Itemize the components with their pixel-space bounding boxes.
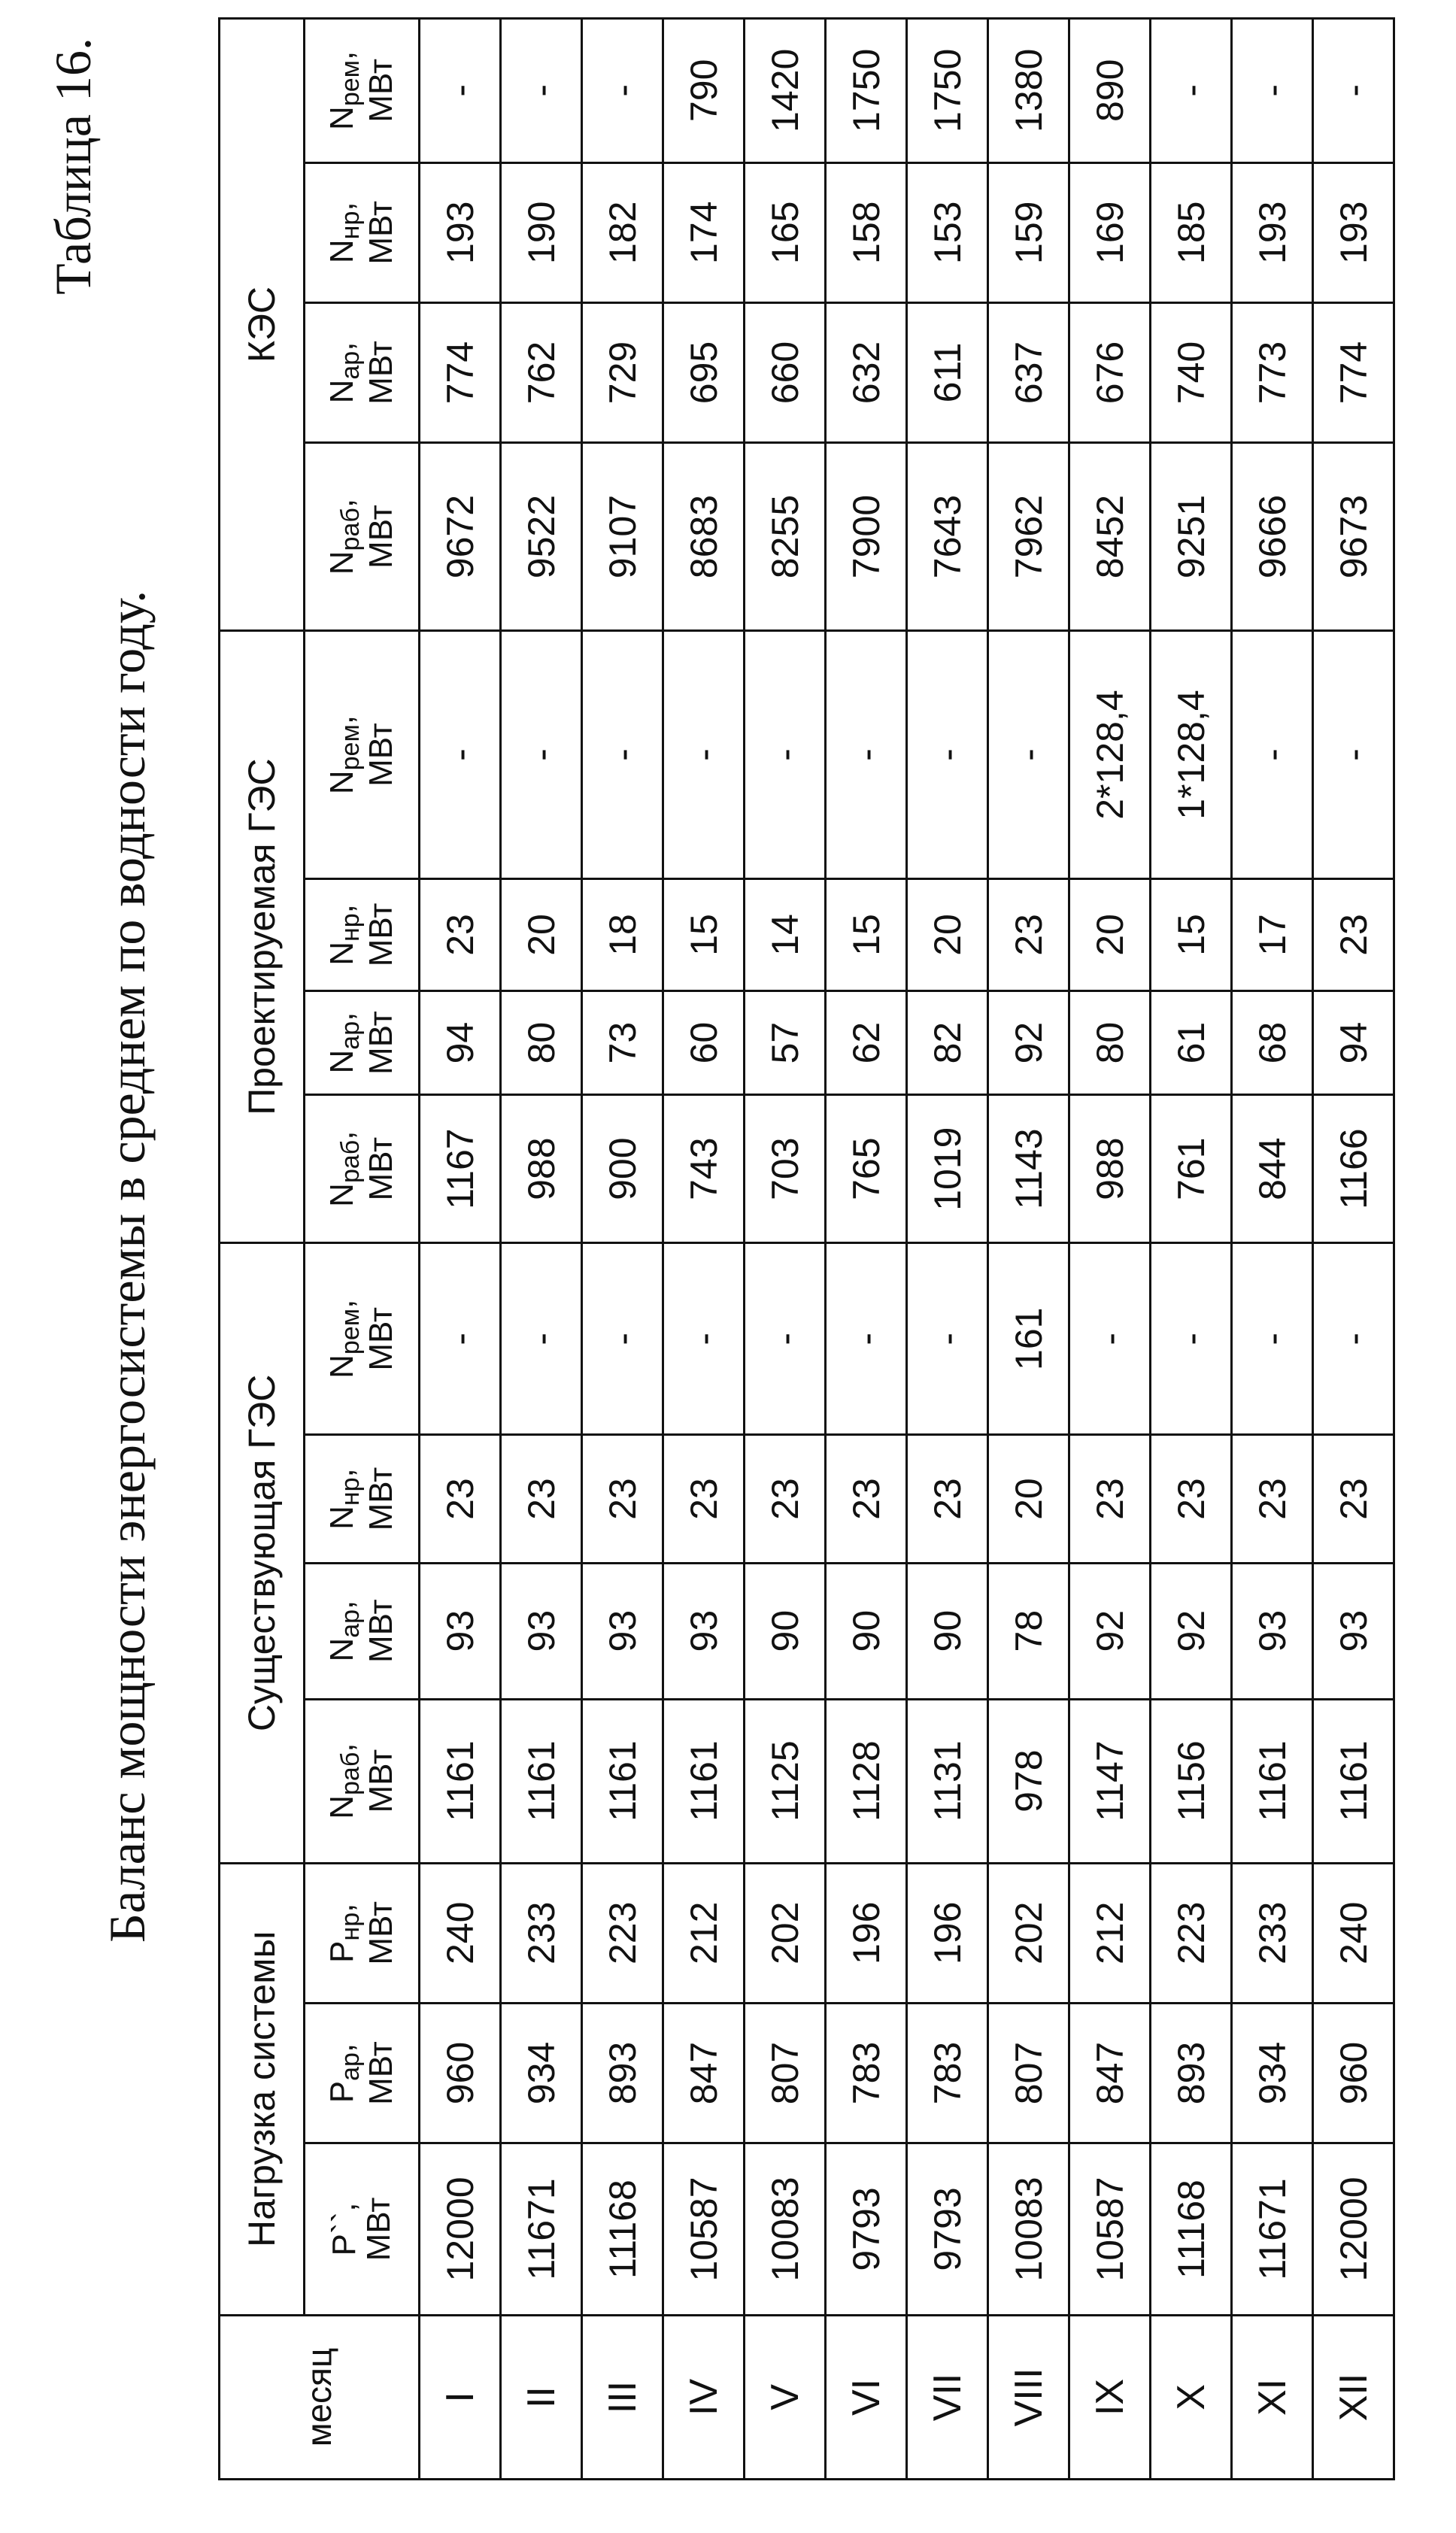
value-cell: - xyxy=(582,1243,663,1435)
value-cell: 774 xyxy=(420,302,501,442)
value-cell: - xyxy=(1232,631,1313,879)
value-cell: 93 xyxy=(663,1563,745,1699)
value-cell: - xyxy=(501,1243,582,1435)
value-cell: 23 xyxy=(1313,878,1394,990)
value-cell: 165 xyxy=(745,162,826,302)
value-cell: 893 xyxy=(582,2003,663,2143)
value-cell: 159 xyxy=(988,162,1069,302)
column-symbol: P xyxy=(323,1940,360,1963)
value-cell: - xyxy=(1313,631,1394,879)
value-cell: - xyxy=(745,1243,826,1435)
column-subscript: нр xyxy=(335,211,365,240)
value-cell: 1161 xyxy=(420,1699,501,1863)
column-header: Nрем, МВт xyxy=(305,19,420,163)
column-subscript: рем xyxy=(335,1308,365,1355)
value-cell: 233 xyxy=(1232,1863,1313,2003)
value-cell: 93 xyxy=(501,1563,582,1699)
value-cell: 773 xyxy=(1232,302,1313,442)
column-symbol: N xyxy=(323,106,360,130)
value-cell: 783 xyxy=(907,2003,988,2143)
table-row xyxy=(501,19,582,2480)
column-symbol: N xyxy=(323,1795,360,1819)
month-cell: VIII xyxy=(988,2315,1069,2479)
column-header: Nраб, МВт xyxy=(305,1095,420,1243)
value-cell: - xyxy=(582,631,663,879)
table-row xyxy=(745,19,826,2480)
table-row xyxy=(826,19,907,2480)
value-cell: 240 xyxy=(420,1863,501,2003)
column-unit: МВт xyxy=(362,1011,400,1075)
column-symbol: N xyxy=(323,1506,360,1530)
value-cell: 9522 xyxy=(501,443,582,631)
value-cell: 765 xyxy=(826,1095,907,1243)
table-number: Таблица 16. xyxy=(44,38,102,295)
month-cell: XII xyxy=(1313,2315,1394,2479)
value-cell: 9673 xyxy=(1313,443,1394,631)
value-cell: 182 xyxy=(582,162,663,302)
value-cell: 1750 xyxy=(907,19,988,163)
value-cell: 82 xyxy=(907,990,988,1094)
value-cell: 193 xyxy=(1232,162,1313,302)
value-cell: 1*128,4 xyxy=(1151,631,1232,879)
value-cell: 978 xyxy=(988,1699,1069,1863)
value-cell: - xyxy=(420,1243,501,1435)
value-cell: 807 xyxy=(988,2003,1069,2143)
value-cell: 73 xyxy=(582,990,663,1094)
value-cell: 57 xyxy=(745,990,826,1094)
value-cell: 90 xyxy=(745,1563,826,1699)
table-row xyxy=(1151,19,1232,2480)
value-cell: 212 xyxy=(663,1863,745,2003)
value-cell: 676 xyxy=(1069,302,1151,442)
value-cell: 1161 xyxy=(1313,1699,1394,1863)
value-cell: 233 xyxy=(501,1863,582,2003)
value-cell: 960 xyxy=(1313,2003,1394,2143)
table-body xyxy=(420,19,1394,2480)
value-cell: 12000 xyxy=(1313,2143,1394,2316)
value-cell: - xyxy=(663,1243,745,1435)
column-symbol: N xyxy=(323,551,360,575)
value-cell: 1420 xyxy=(745,19,826,163)
value-cell: 23 xyxy=(1313,1435,1394,1563)
value-cell: 202 xyxy=(745,1863,826,2003)
month-cell: I xyxy=(420,2315,501,2479)
column-unit: МВт xyxy=(362,2041,400,2105)
column-unit: МВт xyxy=(362,1749,400,1813)
value-cell: 190 xyxy=(501,162,582,302)
month-cell: IX xyxy=(1069,2315,1151,2479)
column-header: Pнр, МВт xyxy=(305,1863,420,2003)
value-cell: 153 xyxy=(907,162,988,302)
value-cell: - xyxy=(501,19,582,163)
value-cell: 92 xyxy=(988,990,1069,1094)
table-row xyxy=(663,19,745,2480)
value-cell: - xyxy=(420,19,501,163)
column-symbol: N xyxy=(323,239,360,264)
value-cell: 847 xyxy=(1069,2003,1151,2143)
column-subscript: ар xyxy=(335,1021,365,1050)
value-cell: 783 xyxy=(826,2003,907,2143)
value-cell: 68 xyxy=(1232,990,1313,1094)
value-cell: 934 xyxy=(1232,2003,1313,2143)
value-cell: 158 xyxy=(826,162,907,302)
column-symbol: N xyxy=(323,1183,360,1207)
column-header: Pар, МВт xyxy=(305,2003,420,2143)
value-cell: 23 xyxy=(1232,1435,1313,1563)
column-header: Nнр, МВт xyxy=(305,162,420,302)
value-cell: - xyxy=(1313,1243,1394,1435)
column-unit: МВт xyxy=(362,723,400,787)
column-unit: МВт xyxy=(362,200,400,265)
value-cell: 8255 xyxy=(745,443,826,631)
value-cell: 695 xyxy=(663,302,745,442)
value-cell: 844 xyxy=(1232,1095,1313,1243)
value-cell: - xyxy=(1151,1243,1232,1435)
value-cell: 774 xyxy=(1313,302,1394,442)
value-cell: 23 xyxy=(663,1435,745,1563)
value-cell: 212 xyxy=(1069,1863,1151,2003)
value-cell: 80 xyxy=(1069,990,1151,1094)
value-cell: 2*128,4 xyxy=(1069,631,1151,879)
month-cell: VII xyxy=(907,2315,988,2479)
value-cell: 20 xyxy=(988,1435,1069,1563)
value-cell: 20 xyxy=(501,878,582,990)
value-cell: 92 xyxy=(1069,1563,1151,1699)
value-cell: 15 xyxy=(826,878,907,990)
value-cell: - xyxy=(988,631,1069,879)
value-cell: 80 xyxy=(501,990,582,1094)
value-cell: 1128 xyxy=(826,1699,907,1863)
value-cell: 632 xyxy=(826,302,907,442)
power-balance-table xyxy=(218,17,1395,2480)
column-subscript: раб xyxy=(335,1752,365,1795)
value-cell: 847 xyxy=(663,2003,745,2143)
value-cell: 93 xyxy=(1232,1563,1313,1699)
value-cell: 743 xyxy=(663,1095,745,1243)
value-cell: 11168 xyxy=(582,2143,663,2316)
value-cell: 11168 xyxy=(1151,2143,1232,2316)
value-cell: 893 xyxy=(1151,2003,1232,2143)
value-cell: 23 xyxy=(420,878,501,990)
value-cell: 1161 xyxy=(501,1699,582,1863)
column-header: P``, МВт xyxy=(305,2143,420,2316)
value-cell: - xyxy=(745,631,826,879)
column-symbol: N xyxy=(323,1637,360,1662)
value-cell: 1161 xyxy=(1232,1699,1313,1863)
column-symbol: P`` xyxy=(325,2211,362,2256)
group-header: КЭС xyxy=(220,19,305,631)
value-cell: 90 xyxy=(826,1563,907,1699)
value-cell: 223 xyxy=(582,1863,663,2003)
value-cell: 1161 xyxy=(582,1699,663,1863)
value-cell: 23 xyxy=(988,878,1069,990)
value-cell: 740 xyxy=(1151,302,1232,442)
value-cell: 193 xyxy=(1313,162,1394,302)
value-cell: 9793 xyxy=(826,2143,907,2316)
value-cell: 78 xyxy=(988,1563,1069,1699)
value-cell: 761 xyxy=(1151,1095,1232,1243)
column-unit: МВт xyxy=(362,58,400,123)
table-row xyxy=(907,19,988,2480)
value-cell: 185 xyxy=(1151,162,1232,302)
value-cell: - xyxy=(663,631,745,879)
column-subscript: рем xyxy=(335,724,365,771)
month-cell: XI xyxy=(1232,2315,1313,2479)
value-cell: 790 xyxy=(663,19,745,163)
value-cell: 1161 xyxy=(663,1699,745,1863)
value-cell: 10587 xyxy=(1069,2143,1151,2316)
value-cell: 11671 xyxy=(501,2143,582,2316)
value-cell: 637 xyxy=(988,302,1069,442)
column-header: Nар, МВт xyxy=(305,302,420,442)
column-header: Nраб, МВт xyxy=(305,443,420,631)
column-subscript: ар xyxy=(335,2052,365,2081)
column-unit: МВт xyxy=(362,505,400,569)
column-subscript: нр xyxy=(335,913,365,942)
column-header: Nнр, МВт xyxy=(305,1435,420,1563)
column-header: Nар, МВт xyxy=(305,1563,420,1699)
value-cell: 94 xyxy=(1313,990,1394,1094)
table-row xyxy=(420,19,501,2480)
table-row xyxy=(582,19,663,2480)
value-cell: 1167 xyxy=(420,1095,501,1243)
value-cell: 611 xyxy=(907,302,988,442)
value-cell: 9251 xyxy=(1151,443,1232,631)
value-cell: 1380 xyxy=(988,19,1069,163)
column-header: Nрем, МВт xyxy=(305,1243,420,1435)
month-cell: II xyxy=(501,2315,582,2479)
value-cell: 7962 xyxy=(988,443,1069,631)
table-row xyxy=(1232,19,1313,2480)
value-cell: 15 xyxy=(663,878,745,990)
value-cell: 960 xyxy=(420,2003,501,2143)
value-cell: 23 xyxy=(420,1435,501,1563)
value-cell: - xyxy=(1151,19,1232,163)
value-cell: 762 xyxy=(501,302,582,442)
value-cell: 23 xyxy=(826,1435,907,1563)
value-cell: - xyxy=(1232,19,1313,163)
value-cell: 23 xyxy=(582,1435,663,1563)
value-cell: 9793 xyxy=(907,2143,988,2316)
column-symbol: N xyxy=(323,942,360,966)
value-cell: 1131 xyxy=(907,1699,988,1863)
month-cell: IV xyxy=(663,2315,745,2479)
value-cell: 20 xyxy=(1069,878,1151,990)
value-cell: 1156 xyxy=(1151,1699,1232,1863)
column-symbol: N xyxy=(323,379,360,404)
value-cell: 196 xyxy=(907,1863,988,2003)
month-header: месяц xyxy=(220,2315,420,2479)
value-cell: 8452 xyxy=(1069,443,1151,631)
value-cell: 11671 xyxy=(1232,2143,1313,2316)
value-cell: 23 xyxy=(1151,1435,1232,1563)
value-cell: 62 xyxy=(826,990,907,1094)
value-cell: - xyxy=(582,19,663,163)
value-cell: 94 xyxy=(420,990,501,1094)
value-cell: 61 xyxy=(1151,990,1232,1094)
column-unit: МВт xyxy=(362,1599,400,1663)
value-cell: 807 xyxy=(745,2003,826,2143)
column-unit: МВт xyxy=(362,1136,400,1201)
value-cell: 10083 xyxy=(745,2143,826,2316)
column-symbol: N xyxy=(323,1354,360,1379)
value-cell: 90 xyxy=(907,1563,988,1699)
value-cell: 93 xyxy=(582,1563,663,1699)
value-cell: 7643 xyxy=(907,443,988,631)
value-cell: 14 xyxy=(745,878,826,990)
value-cell: 660 xyxy=(745,302,826,442)
value-cell: 93 xyxy=(1313,1563,1394,1699)
value-cell: 161 xyxy=(988,1243,1069,1435)
month-cell: X xyxy=(1151,2315,1232,2479)
value-cell: 9672 xyxy=(420,443,501,631)
value-cell: 703 xyxy=(745,1095,826,1243)
value-cell: - xyxy=(501,631,582,879)
value-cell: 240 xyxy=(1313,1863,1394,2003)
column-header: Nар, МВт xyxy=(305,990,420,1094)
value-cell: - xyxy=(420,631,501,879)
value-cell: 10083 xyxy=(988,2143,1069,2316)
value-cell: 92 xyxy=(1151,1563,1232,1699)
value-cell: 988 xyxy=(501,1095,582,1243)
value-cell: - xyxy=(1232,1243,1313,1435)
value-cell: - xyxy=(826,1243,907,1435)
table-title: Баланс мощности энергосистемы в среднем по водности году. xyxy=(99,590,156,1943)
value-cell: - xyxy=(907,631,988,879)
column-unit: МВт xyxy=(360,2197,397,2261)
value-cell: 169 xyxy=(1069,162,1151,302)
value-cell: 988 xyxy=(1069,1095,1151,1243)
value-cell: 890 xyxy=(1069,19,1151,163)
column-subscript: рем xyxy=(335,59,365,107)
month-cell: V xyxy=(745,2315,826,2479)
column-header: Nнр, МВт xyxy=(305,878,420,990)
value-cell: 23 xyxy=(1069,1435,1151,1563)
column-subscript: раб xyxy=(335,508,365,551)
column-subscript: раб xyxy=(335,1139,365,1184)
value-cell: 223 xyxy=(1151,1863,1232,2003)
value-cell: 196 xyxy=(826,1863,907,2003)
value-cell: 174 xyxy=(663,162,745,302)
value-cell: 193 xyxy=(420,162,501,302)
value-cell: 900 xyxy=(582,1095,663,1243)
table-row xyxy=(988,19,1069,2480)
value-cell: 202 xyxy=(988,1863,1069,2003)
value-cell: - xyxy=(826,631,907,879)
value-cell: 1125 xyxy=(745,1699,826,1863)
value-cell: 9107 xyxy=(582,443,663,631)
value-cell: 60 xyxy=(663,990,745,1094)
value-cell: 1750 xyxy=(826,19,907,163)
column-unit: МВт xyxy=(362,1901,400,1965)
value-cell: 23 xyxy=(907,1435,988,1563)
value-cell: - xyxy=(1069,1243,1151,1435)
table-row xyxy=(1313,19,1394,2480)
group-header-row xyxy=(220,19,305,2480)
value-cell: 934 xyxy=(501,2003,582,2143)
value-cell: 9666 xyxy=(1232,443,1313,631)
group-header: Нагрузка системы xyxy=(220,1863,305,2315)
group-header: Проектируемая ГЭС xyxy=(220,631,305,1243)
column-symbol: N xyxy=(323,770,360,795)
month-cell: VI xyxy=(826,2315,907,2479)
value-cell: 15 xyxy=(1151,878,1232,990)
value-cell: - xyxy=(907,1243,988,1435)
value-cell: 12000 xyxy=(420,2143,501,2316)
column-unit: МВт xyxy=(362,1306,400,1371)
table-row xyxy=(1069,19,1151,2480)
value-cell: 18 xyxy=(582,878,663,990)
column-subscript: нр xyxy=(335,1912,365,1941)
column-header: Nрем, МВт xyxy=(305,631,420,879)
column-unit: МВт xyxy=(362,341,400,405)
value-cell: 23 xyxy=(501,1435,582,1563)
month-cell: III xyxy=(582,2315,663,2479)
column-symbol: N xyxy=(323,1049,360,1074)
column-subscript: ар xyxy=(335,350,365,380)
column-subscript: ар xyxy=(335,1609,365,1638)
column-unit: МВт xyxy=(362,902,400,967)
group-header: Существующая ГЭС xyxy=(220,1243,305,1864)
column-subscript: нр xyxy=(335,1477,365,1506)
value-cell: 1147 xyxy=(1069,1699,1151,1863)
value-cell: 729 xyxy=(582,302,663,442)
value-cell: 93 xyxy=(420,1563,501,1699)
value-cell: 17 xyxy=(1232,878,1313,990)
value-cell: 1143 xyxy=(988,1095,1069,1243)
column-unit: МВт xyxy=(362,1467,400,1531)
value-cell: 10587 xyxy=(663,2143,745,2316)
value-cell: 20 xyxy=(907,878,988,990)
value-cell: 7900 xyxy=(826,443,907,631)
value-cell: 1019 xyxy=(907,1095,988,1243)
value-cell: 23 xyxy=(745,1435,826,1563)
value-cell: - xyxy=(1313,19,1394,163)
value-cell: 8683 xyxy=(663,443,745,631)
subheader-row xyxy=(305,19,420,2480)
value-cell: 1166 xyxy=(1313,1095,1394,1243)
column-header: Nраб, МВт xyxy=(305,1699,420,1863)
column-symbol: P xyxy=(323,2080,360,2104)
